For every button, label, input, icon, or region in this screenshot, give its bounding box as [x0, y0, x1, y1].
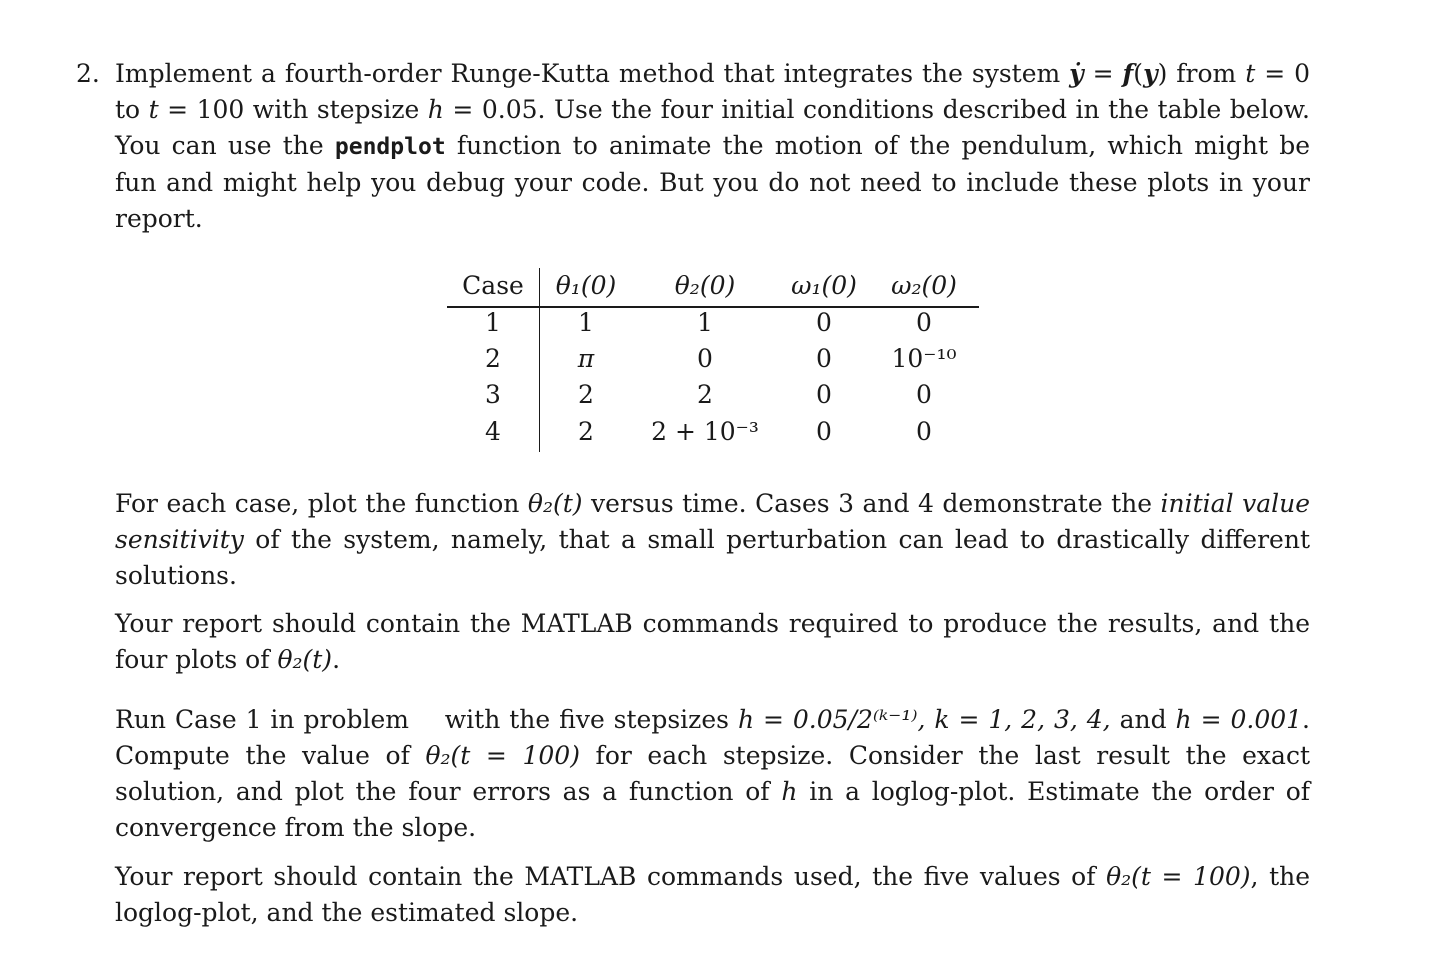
- table-cell: 4: [485, 417, 501, 446]
- table-cell: 3: [485, 380, 501, 409]
- table-cell: 0: [916, 308, 932, 337]
- table-cell: 1: [697, 308, 713, 337]
- table-cell: 1: [485, 308, 501, 337]
- paragraph-plot-cases: For each case, plot the function θ₂(t) versus time. Cases 3 and 4 demonstrate the initial value sensitivity of the system, namely, that a small perturbation can lead to drastically different solutions.: [115, 489, 1310, 590]
- table-cell: 2: [578, 417, 594, 446]
- problem-number: 2.: [76, 59, 100, 88]
- table-header-omega2: ω₂(0): [891, 271, 957, 300]
- table-cell: 0: [916, 417, 932, 446]
- table-cell: 2 + 10⁻³: [651, 417, 759, 446]
- table-cell: 1: [578, 308, 594, 337]
- table-cell: 0: [697, 344, 713, 373]
- table-header-case: Case: [462, 271, 524, 300]
- table-cell: π: [577, 344, 595, 373]
- table-cell: 0: [816, 380, 832, 409]
- table-header-theta1: θ₁(0): [555, 271, 617, 300]
- paragraph-report-slope: Your report should contain the MATLAB commands used, the five values of θ₂(t = 100), the loglog-plot, and the estimated slope.: [115, 862, 1311, 927]
- pendplot-function-name: pendplot: [334, 134, 446, 160]
- table-header-theta2: θ₂(0): [674, 271, 736, 300]
- paragraph-instructions: Implement a fourth-order Runge-Kutta method that integrates the system ẏ = f(y) from t = 0 to t = 100 with stepsize h = 0.05. Use the four initial conditions described in the table below. You can use the pendplot function to animate the motion of the pendulum, which might be fun and might help you debug your code. But you do not need to include these plots in your report.: [115, 59, 1311, 233]
- table-header-omega1: ω₁(0): [791, 271, 857, 300]
- paragraph-report-plots: Your report should contain the MATLAB commands required to produce the results, and the four plots of θ₂(t).: [115, 609, 1310, 674]
- table-cell: 2: [485, 344, 501, 373]
- table-cell: 0: [916, 380, 932, 409]
- table-cell: 0: [816, 344, 832, 373]
- table-cell: 0: [816, 417, 832, 446]
- table-cell: 2: [578, 380, 594, 409]
- table-cell: 0: [816, 308, 832, 337]
- paragraph-convergence: Run Case 1 in problem with the five stepsizes h = 0.05/2⁽ᵏ⁻¹⁾, k = 1, 2, 3, 4, and h = 0.001. Compute the value of θ₂(t = 100) for each stepsize. Consider the last result the exact solution, and plot the four errors as a function of h in a loglog-plot. Estimate the order of convergence from the slope.: [115, 705, 1310, 842]
- table-cell: 2: [697, 380, 713, 409]
- table-cell: 10⁻¹⁰: [891, 344, 957, 373]
